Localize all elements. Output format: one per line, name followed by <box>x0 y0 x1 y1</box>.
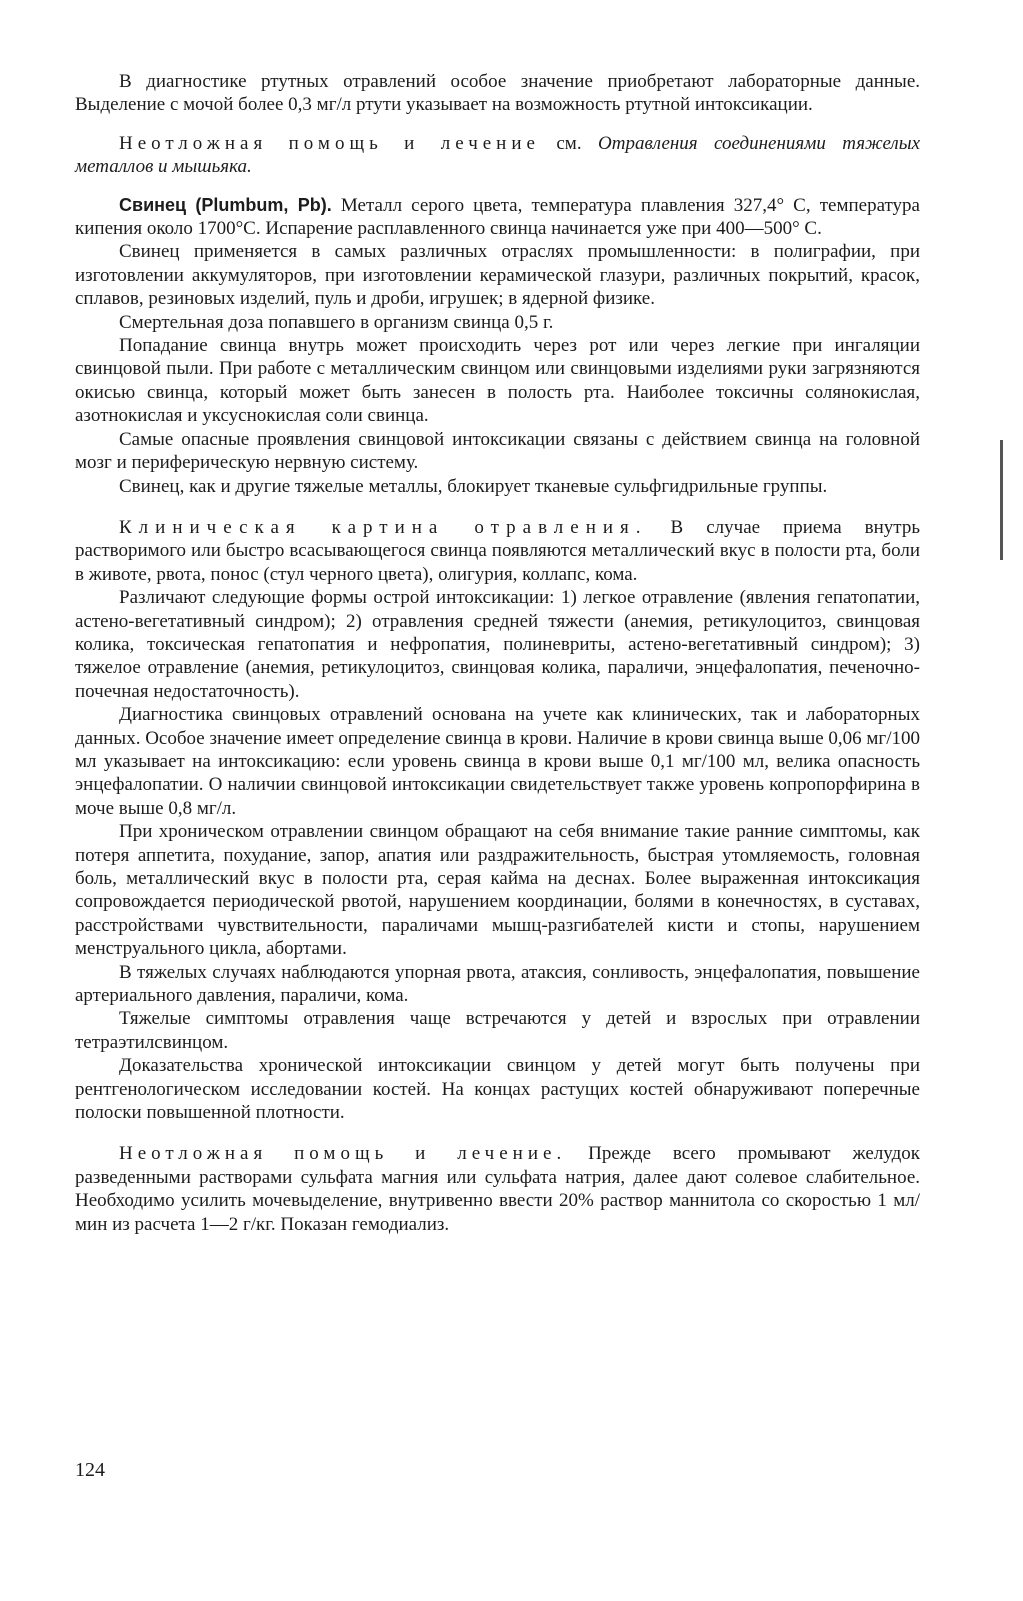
paragraph-severe-cases: В тяжелых случаях наблюдаются упорная рвота, атаксия, сонливость, энцефалопатия, повышение артериального давления, параличи, кома. <box>75 961 920 1007</box>
paragraph-children-adults: Тяжелые симптомы отравления чаще встречаются у детей и взрослых при отравлении тетраэтилсвинцом. <box>75 1008 920 1053</box>
lead-treatment-text: Прежде всего промывают желудок разведенными растворами сульфата магния или сульфата натрия, далее дают солевое слабительное. Необходимо усилить мочевыделение, внутривенно ввести 20% раствор маннитола со скоростью 1 мл/мин из расчета 1—2 г/кг. Показан гемодиализ. <box>75 1143 921 1235</box>
paragraph-lead-intro <box>75 194 920 241</box>
page-body <box>75 70 920 1236</box>
section-heading-emergency-help-lead: Неотложная помощь и лечение. <box>119 1143 567 1165</box>
reference-prefix: см. <box>539 132 598 154</box>
paragraph-clinical-picture <box>75 516 920 586</box>
paragraph-lead-treatment <box>75 1142 920 1236</box>
paragraph-bone-evidence: Доказательства хронической интоксикации свинцом у детей могут быть получены при рентгенологическом исследовании костей. На концах растущих костей обнаруживают поперечные полоски повышенной плотности. <box>75 1055 920 1124</box>
paragraph-lethal-dose: Смертельная доза попавшего в организм свинца 0,5 г. <box>119 311 554 333</box>
paragraph-lead-intake: Попадание свинца внутрь может происходить через рот или через легкие при ингаляции свинцовой пыли. При работе с металлическим свинцом или свинцовыми изделиями руки загрязняются окисью свинца, который может быть занесен в полость рта. Наиболее токсичны солянокислая, азотнокислая и уксуснокислая соли свинца. <box>75 335 920 427</box>
paragraph-mercury-diagnostics: В диагностике ртутных отравлений особое значение приобретают лабораторные данные. Выделение с мочой более 0,3 мг/л ртути указывает на возможность ртутной интоксикации. <box>75 71 920 116</box>
paragraph-acute-forms: Различают следующие формы острой интоксикации: 1) легкое отравление (явления гепатопатии, астено-вегетативный синдром); 2) отравления средней тяжести (анемия, ретикулоцитоз, свинцовая колика, токсическая гепатопатия и нефропатия, полиневриты, астено-вегетативный синдром); 3) тяжелое отравление (анемия, ретикулоцитоз, свинцовая колика, параличи, энцефалопатия, печеночно-почечная недостаточность). <box>75 587 920 702</box>
clinical-picture-text: В случае приема внутрь растворимого или быстро всасывающегося свинца появляются металлический вкус в полости рта, боли в животе, рвота, понос (стул черного цвета), олигурия, коллапс, кома. <box>75 516 920 585</box>
section-heading-clinical-picture: Клиническая картина отравления. <box>119 516 648 538</box>
section-heading-lead: Свинец (Plumbum, Pb). <box>119 194 332 215</box>
paragraph-lead-usage: Свинец применяется в самых различных отраслях промышленности: в полиграфии, при изготовлении аккумуляторов, при изготовлении керамической глазури, различных покрытий, красок, сплавов, резиновых изделий, пуль и дроби, игрушек; в ядерной физике. <box>75 241 920 310</box>
paragraph-lead-diagnostics: Диагностика свинцовых отравлений основана на учете как клинических, так и лабораторных данных. Особое значение имеет определение свинца в крови. Наличие в крови свинца выше 0,06 мг/100 мл указывает на интоксикацию: если уровень свинца в крови выше 0,1 мг/100 мл, велика опасность энцефалопатии. О наличии свинцовой интоксикации свидетельствует также уровень копропорфирина в моче выше 0,8 мг/л. <box>75 704 920 819</box>
lead-properties: Металл серого цвета, температура плавления 327,4° С, температура кипения около 1700°С. Испарение расплавленного свинца начинается уже при 400—500° С. <box>75 194 920 240</box>
page-number: 124 <box>75 1459 105 1481</box>
paragraph-mercury-treatment <box>75 132 920 179</box>
paragraph-lead-sulfhydryl: Свинец, как и другие тяжелые металлы, блокирует тканевые сульфгидрильные группы. <box>119 475 828 497</box>
scan-edge-mark <box>1000 440 1003 560</box>
paragraph-chronic-poisoning: При хроническом отравлении свинцом обращают на себя внимание такие ранние симптомы, как потеря аппетита, похудание, запор, апатия или раздражительность, быстрая утомляемость, головная боль, металлический вкус в полости рта, серая кайма на деснах. Более выраженная интоксикация сопровождается периодической рвотой, нарушением координации, болями в конечностях, в суставах, расстройствами чувствительности, параличами мышц-разгибателей кисти и стопы, нарушением менструального цикла, абортами. <box>75 821 920 960</box>
paragraph-lead-danger: Самые опасные проявления свинцовой интоксикации связаны с действием свинца на головной мозг и периферическую нервную систему. <box>75 428 920 474</box>
section-heading-emergency-help: Неотложная помощь и лечение <box>119 132 540 154</box>
cross-reference: Отравления соединениями тяжелых металлов и мышьяка. <box>75 132 920 178</box>
